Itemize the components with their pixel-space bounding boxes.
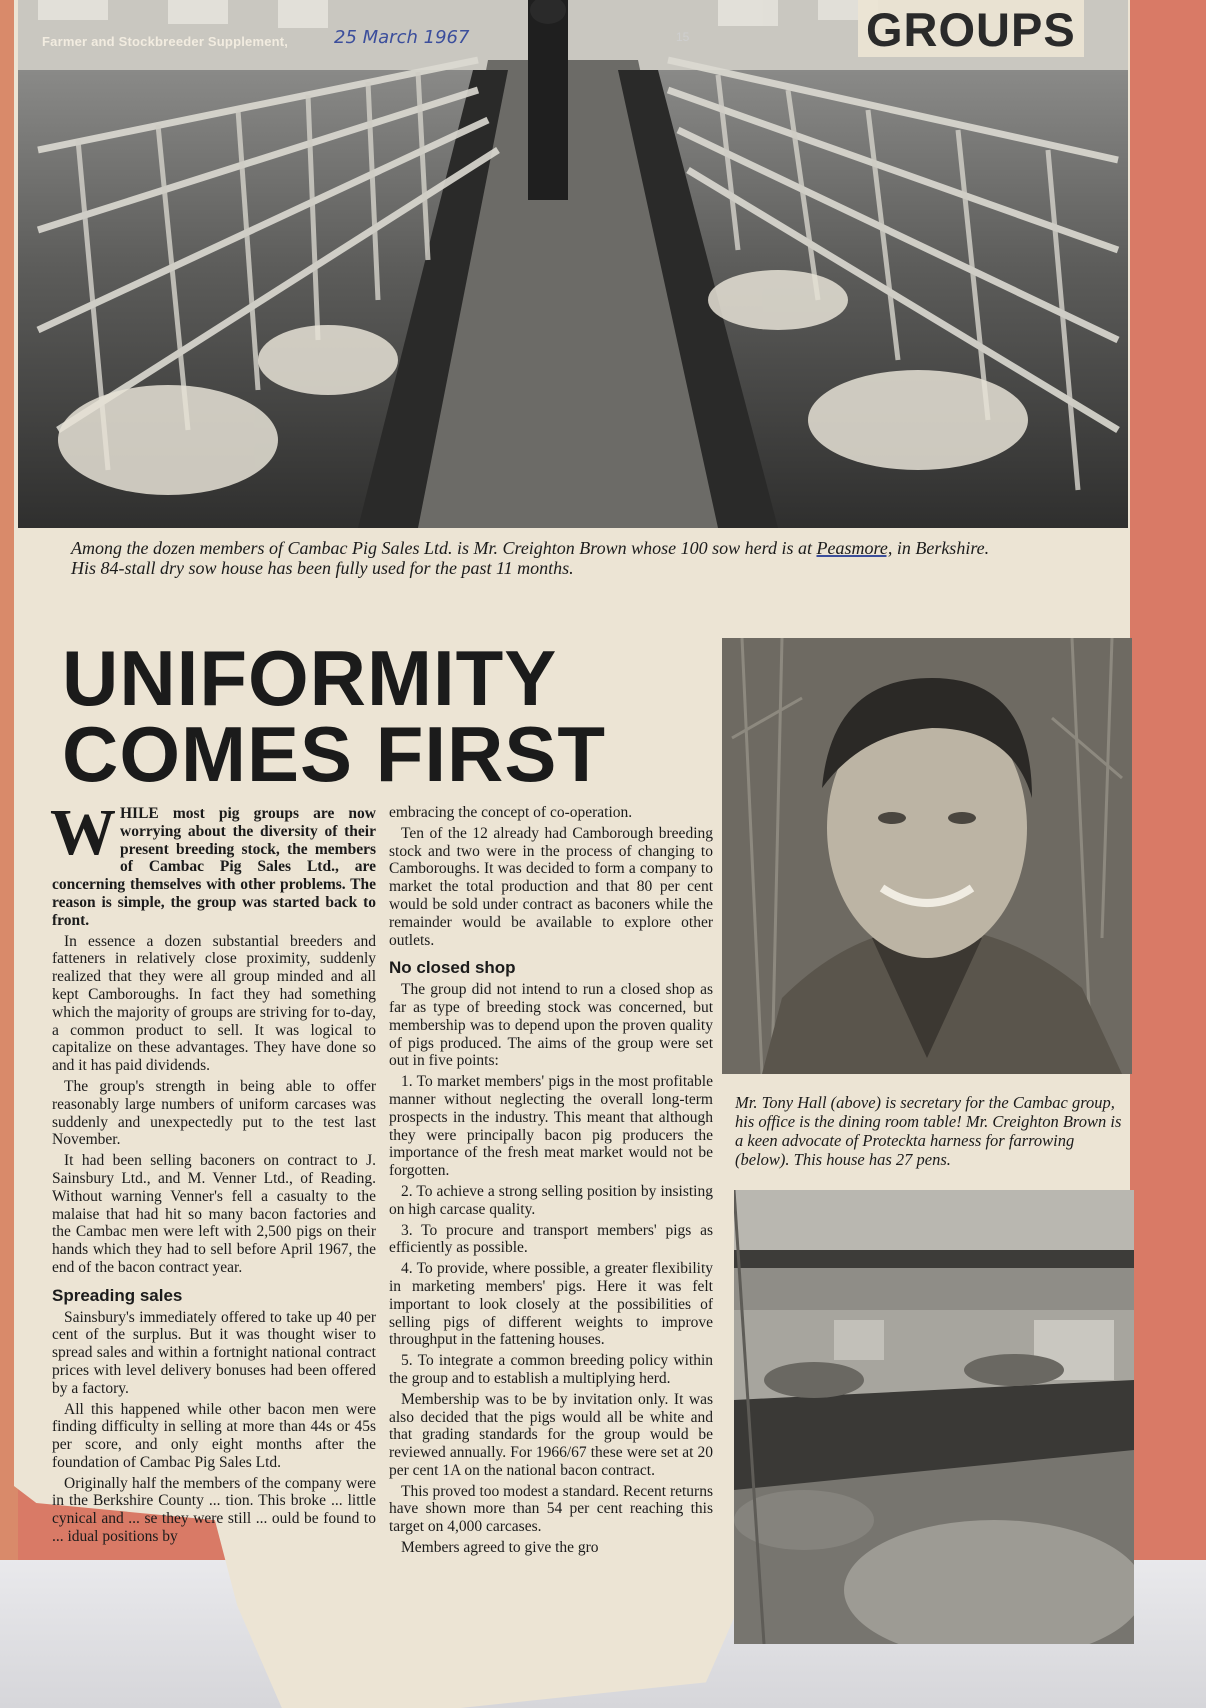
portrait-caption [735,1093,1127,1169]
drop-cap: W [50,796,116,869]
subheading-spreading-sales: Spreading sales [52,1285,183,1305]
paragraph: All this happened while other bacon men were finding difficulty in selling at more than 44s or 45s per score, and only eight months after the foundation of Cambac Pig Sales Ltd. [52,1400,376,1471]
caption-text-c: His 84-stall dry sow house has been fully used for the past 11 months. [71,558,574,578]
subheading-no-closed-shop: No closed shop [389,958,516,978]
paragraph: The group's strength in being able to offer reasonably large numbers of uniform carcases was suddenly and unexpectedly put to the test last November. [52,1077,376,1149]
headline-line-2: COMES FIRST [62,710,607,798]
paragraph: Sainsbury's immediately offered to take up 40 per cent of the surplus. But it was thought wiser to spread sales and within a fortnight national contract prices with level delivery bonuses had been offered by a factory. [52,1308,376,1397]
headline-line-1: UNIFORMITY [62,634,558,722]
paragraph: The group did not intend to run a closed shop as far as type of breeding stock was concerned, but membership was to depend upon the proven quality of pigs produced. The aims of the group were set out in five points: [389,981,713,1070]
paragraph: Members agreed to give the gro [401,1539,599,1557]
portrait-photo [722,638,1132,1074]
paragraph: 3. To procure and transport members' pigs as efficiently as possible. [389,1221,713,1257]
caption-text-b: in Berkshire. [896,538,990,558]
supplement-line: Farmer and Stockbreeder Supplement, [42,34,289,49]
portrait-caption-text: Mr. Tony Hall (above) is secretary for the Cambac group, his office is the dining room table! Mr. Creighton Brown is a keen advocate of Proteckta harness for farrowing (below). This house has 27 pens. [735,1093,1122,1169]
sow-house-photo [18,0,1128,528]
paragraph: Membership was to be by invitation only. It was also decided that the pigs would all be white and that grading standards for the group would be reviewed annually. For 1966/67 these were set at 20 per cent 1A on the national bacon contract. [389,1390,713,1479]
paragraph: 1. To market members' pigs in the most profitable manner without neglecting the overall long-term prospects in the industry. This meant that although they were principally bacon pig producers the importance of the fresh meat market would not be forgotten. [389,1073,713,1180]
paragraph: Originally half the members of the company were in the Berkshire County ... tion. This broke ... little cynical and ... se they were still ... ould be found to ... idual positions by [52,1474,376,1546]
paragraph: It had been selling baconers on contract to J. Sainsbury Ltd., and M. Venner Ltd., of Reading. Without warning Venner's fell a casualty to the malaise that had hit so many bacon factories and the Cambac men were left with 2,500 pigs on their hands which they had to sell before April 1967, the end of the bacon contract year. [52,1152,376,1276]
article-column-2 [389,804,713,1560]
caption-text-a: Among the dozen members of Cambac Pig Sales Ltd. is Mr. Creighton Brown whose 100 sow herd is at [71,538,812,558]
headline [62,634,702,798]
paragraph: embracing the concept of co-operation. [389,804,633,821]
lead-text: HILE most pig groups are now worrying about the diversity of their present breeding stock, the members of Cambac Pig Sales Ltd., are concerning themselves with other problems. The reason is simple, the group was started back to front. [52,805,376,929]
top-photo-caption [71,538,1111,578]
lead-paragraph [50,796,376,930]
page-number: 15 [676,30,690,44]
paragraph: 5. To integrate a common breeding policy within the group and to establish a multiplying herd. [389,1352,713,1387]
handwritten-date: 25 March 1967 [334,27,470,48]
paragraph: 2. To achieve a strong selling position by insisting on high carcase quality. [389,1182,713,1218]
paragraph: This proved too modest a standard. Recent returns have shown more than 54 per cent reaching this target on 4,000 carcases. [389,1482,713,1536]
paragraph: Ten of the 12 already had Camborough breeding stock and two were in the process of changing to Camboroughs. It was decided to form a company to market the total production and that 80 per cent would be sold under contract as baconers while the remainder would be available to explore other outlets. [389,824,713,949]
caption-place: Peasmore, [816,538,893,558]
article-column-1 [50,796,376,1549]
section-heading: GROUPS [858,0,1084,57]
paragraph: In essence a dozen substantial breeders and fatteners in relatively close proximity, suddenly realized that they were all group minded and all kept Camboroughs. In fact they had something which the majority of groups are striving for to-day, a common product to sell. It was logical to capitalize on these advantages. They have done so and it has paid dividends. [52,932,376,1075]
paragraph: 4. To provide, where possible, a greater flexibility in marketing members' pigs. Here it was felt important to look closely at the possibilities of selling pigs of different weights to improve throughput in the fattening houses. [389,1260,713,1349]
farrowing-house-photo [734,1190,1134,1644]
